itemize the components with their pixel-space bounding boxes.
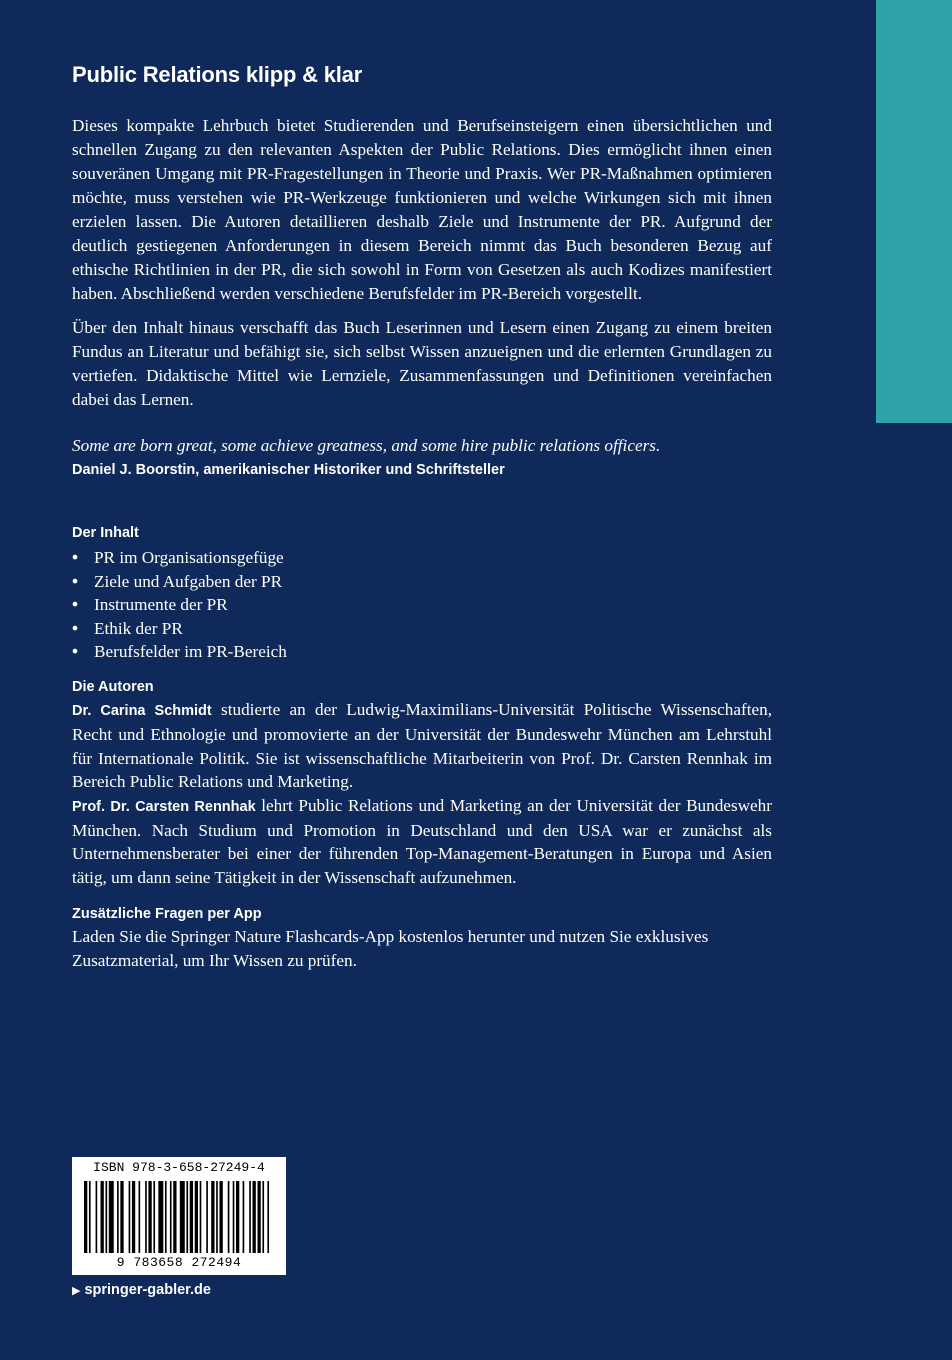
list-item: • Instrumente der PR [72,593,772,617]
barcode-digits: 9 783658 272494 [116,1255,242,1270]
author-bio-2 [72,794,772,890]
list-item: • Berufsfelder im PR-Bereich [72,640,772,664]
app-heading: Zusätzliche Fragen per App [72,906,262,923]
back-cover-content [72,58,772,972]
authors-heading: Die Autoren [72,678,154,695]
barcode-bar [180,1181,185,1253]
barcode-bar [96,1181,98,1253]
authors-section [72,676,772,889]
quote-text: Some are born great, some achieve greatness, and some hire public relations officers. [72,436,661,455]
contents-heading: Der Inhalt [72,525,139,541]
barcode-bar [145,1181,147,1253]
intro-paragraph-2: Über den Inhalt hinaus verschafft das Buch Leserinnen und Lesern einen Zugang zu einem breiten Fundus an Literatur und befähigt sie, sich selbst Wissen anzueignen und die erlernten Grundlagen zu vertiefen. Didaktische Mittel wie Lernziele, Zusammenfassungen und Definitionen vereinfachen dabei das Lernen. [72,318,772,409]
barcode-bar [120,1181,123,1253]
barcode-bar [206,1181,208,1253]
barcode-bar [200,1181,202,1253]
barcode-bar [89,1181,91,1253]
barcode-bar [216,1181,218,1253]
list-item: • PR im Organisationsgefüge [72,546,772,570]
barcode-bar [236,1181,239,1253]
bullet-icon: • [72,547,79,567]
barcode-bar [211,1181,214,1253]
website-url[interactable]: springer-gabler.de [84,1282,211,1298]
arrow-right-icon: ▶ [72,1285,81,1297]
isbn-label: ISBN 978-3-658-27249-4 [93,1160,265,1175]
app-text: Laden Sie die Springer Nature Flashcards-App kostenlos herunter und nutzen Sie exklusives Zusatzmaterial, um Ihr Wissen zu prüfen. [72,927,709,970]
barcode-bar [132,1181,135,1253]
barcode-bar [190,1181,193,1253]
barcode-bar [153,1181,155,1253]
barcode-bar [105,1181,107,1253]
contents-section [72,522,772,664]
author-name-1: Dr. Carina Schmidt [72,702,212,719]
barcode-bar [129,1181,131,1253]
barcode-bar [262,1181,264,1253]
accent-band [876,0,952,423]
barcode-bar [257,1181,260,1253]
barcode-bar [117,1181,119,1253]
bullet-icon: • [72,570,79,591]
publisher-website[interactable] [72,1280,211,1301]
barcode-bar [267,1181,269,1253]
list-item: • Ziele und Aufgaben der PR [72,570,772,594]
barcode-bars [84,1181,274,1253]
barcode-bar [109,1181,114,1253]
bullet-icon: • [72,617,79,638]
book-title: Public Relations klipp & klar [72,62,363,87]
barcode-bar [158,1181,163,1253]
barcode-bar [249,1181,251,1253]
barcode-bar [139,1181,141,1253]
barcode-bar [101,1181,104,1253]
isbn-barcode [72,1157,286,1275]
author-text-2: lehrt Public Relations und Marketing an der Universität der Bundeswehr München. Nach Studium und Promotion in Deutschland und den USA war er zunächst als Unternehmensberater bei einer der führenden Top-Management-Beratungen in Europa und Asien tätig, um dann seine Tätigkeit in der Wissenschaft aufzunehmen. [72,795,772,887]
quote-author: Daniel J. Boorstin, amerikanischer Historiker und Schriftsteller [72,462,505,478]
barcode-bar [170,1181,172,1253]
barcode-bar [219,1181,222,1253]
barcode-bar [228,1181,230,1253]
author-bio-1 [72,698,772,794]
bullet-icon: • [72,641,79,662]
barcode-bar [253,1181,256,1253]
barcode-bar [148,1181,151,1253]
barcode-bar [84,1181,87,1253]
barcode-bar [243,1181,245,1253]
barcode-bar [233,1181,235,1253]
barcode-bar [173,1181,176,1253]
list-item: • Ethik der PR [72,617,772,641]
intro-paragraph-1: Dieses kompakte Lehrbuch bietet Studierenden und Berufseinsteigern einen übersichtlichen und schnellen Zugang zu den relevanten Aspekten der Public Relations. Dies ermöglicht ihnen einen souveränen Umgang mit PR-Fragestellungen in Theorie und Praxis. Wer PR-Maßnahmen optimieren möchte, muss verstehen wie PR-Werkzeuge funktionieren und welche Wirkungen sich mit ihnen erzielen lassen. Die Autoren detaillieren deshalb Ziele und Instrumente der PR. Aufgrund der deutlich gestiegenen Anforderungen in diesem Bereich nimmt das Buch besonderen Bezug auf ethische Richtlinien in der PR, die sich sowohl in Form von Gesetzen als auch Kodizes manifestiert haben. Abschließend werden verschiedene Berufsfelder im PR-Bereich vorgestellt. [72,116,772,303]
author-name-2: Prof. Dr. Carsten Rennhak [72,798,256,815]
barcode-bar [195,1181,198,1253]
barcode-bar [186,1181,188,1253]
contents-list [72,546,772,664]
barcode-bar [165,1181,167,1253]
bullet-icon: • [72,594,79,615]
app-section [72,903,772,972]
author-text-1: studierte an der Ludwig-Maximilians-Universität Politische Wissenschaften, Recht und Ethnologie und promovierte an der Universität der Bundeswehr München am Lehrstuhl für Internationale Politik. Sie ist wissenschaftliche Mitarbeiterin von Prof. Dr. Carsten Rennhak im Bereich Public Relations und Marketing. [72,699,772,792]
